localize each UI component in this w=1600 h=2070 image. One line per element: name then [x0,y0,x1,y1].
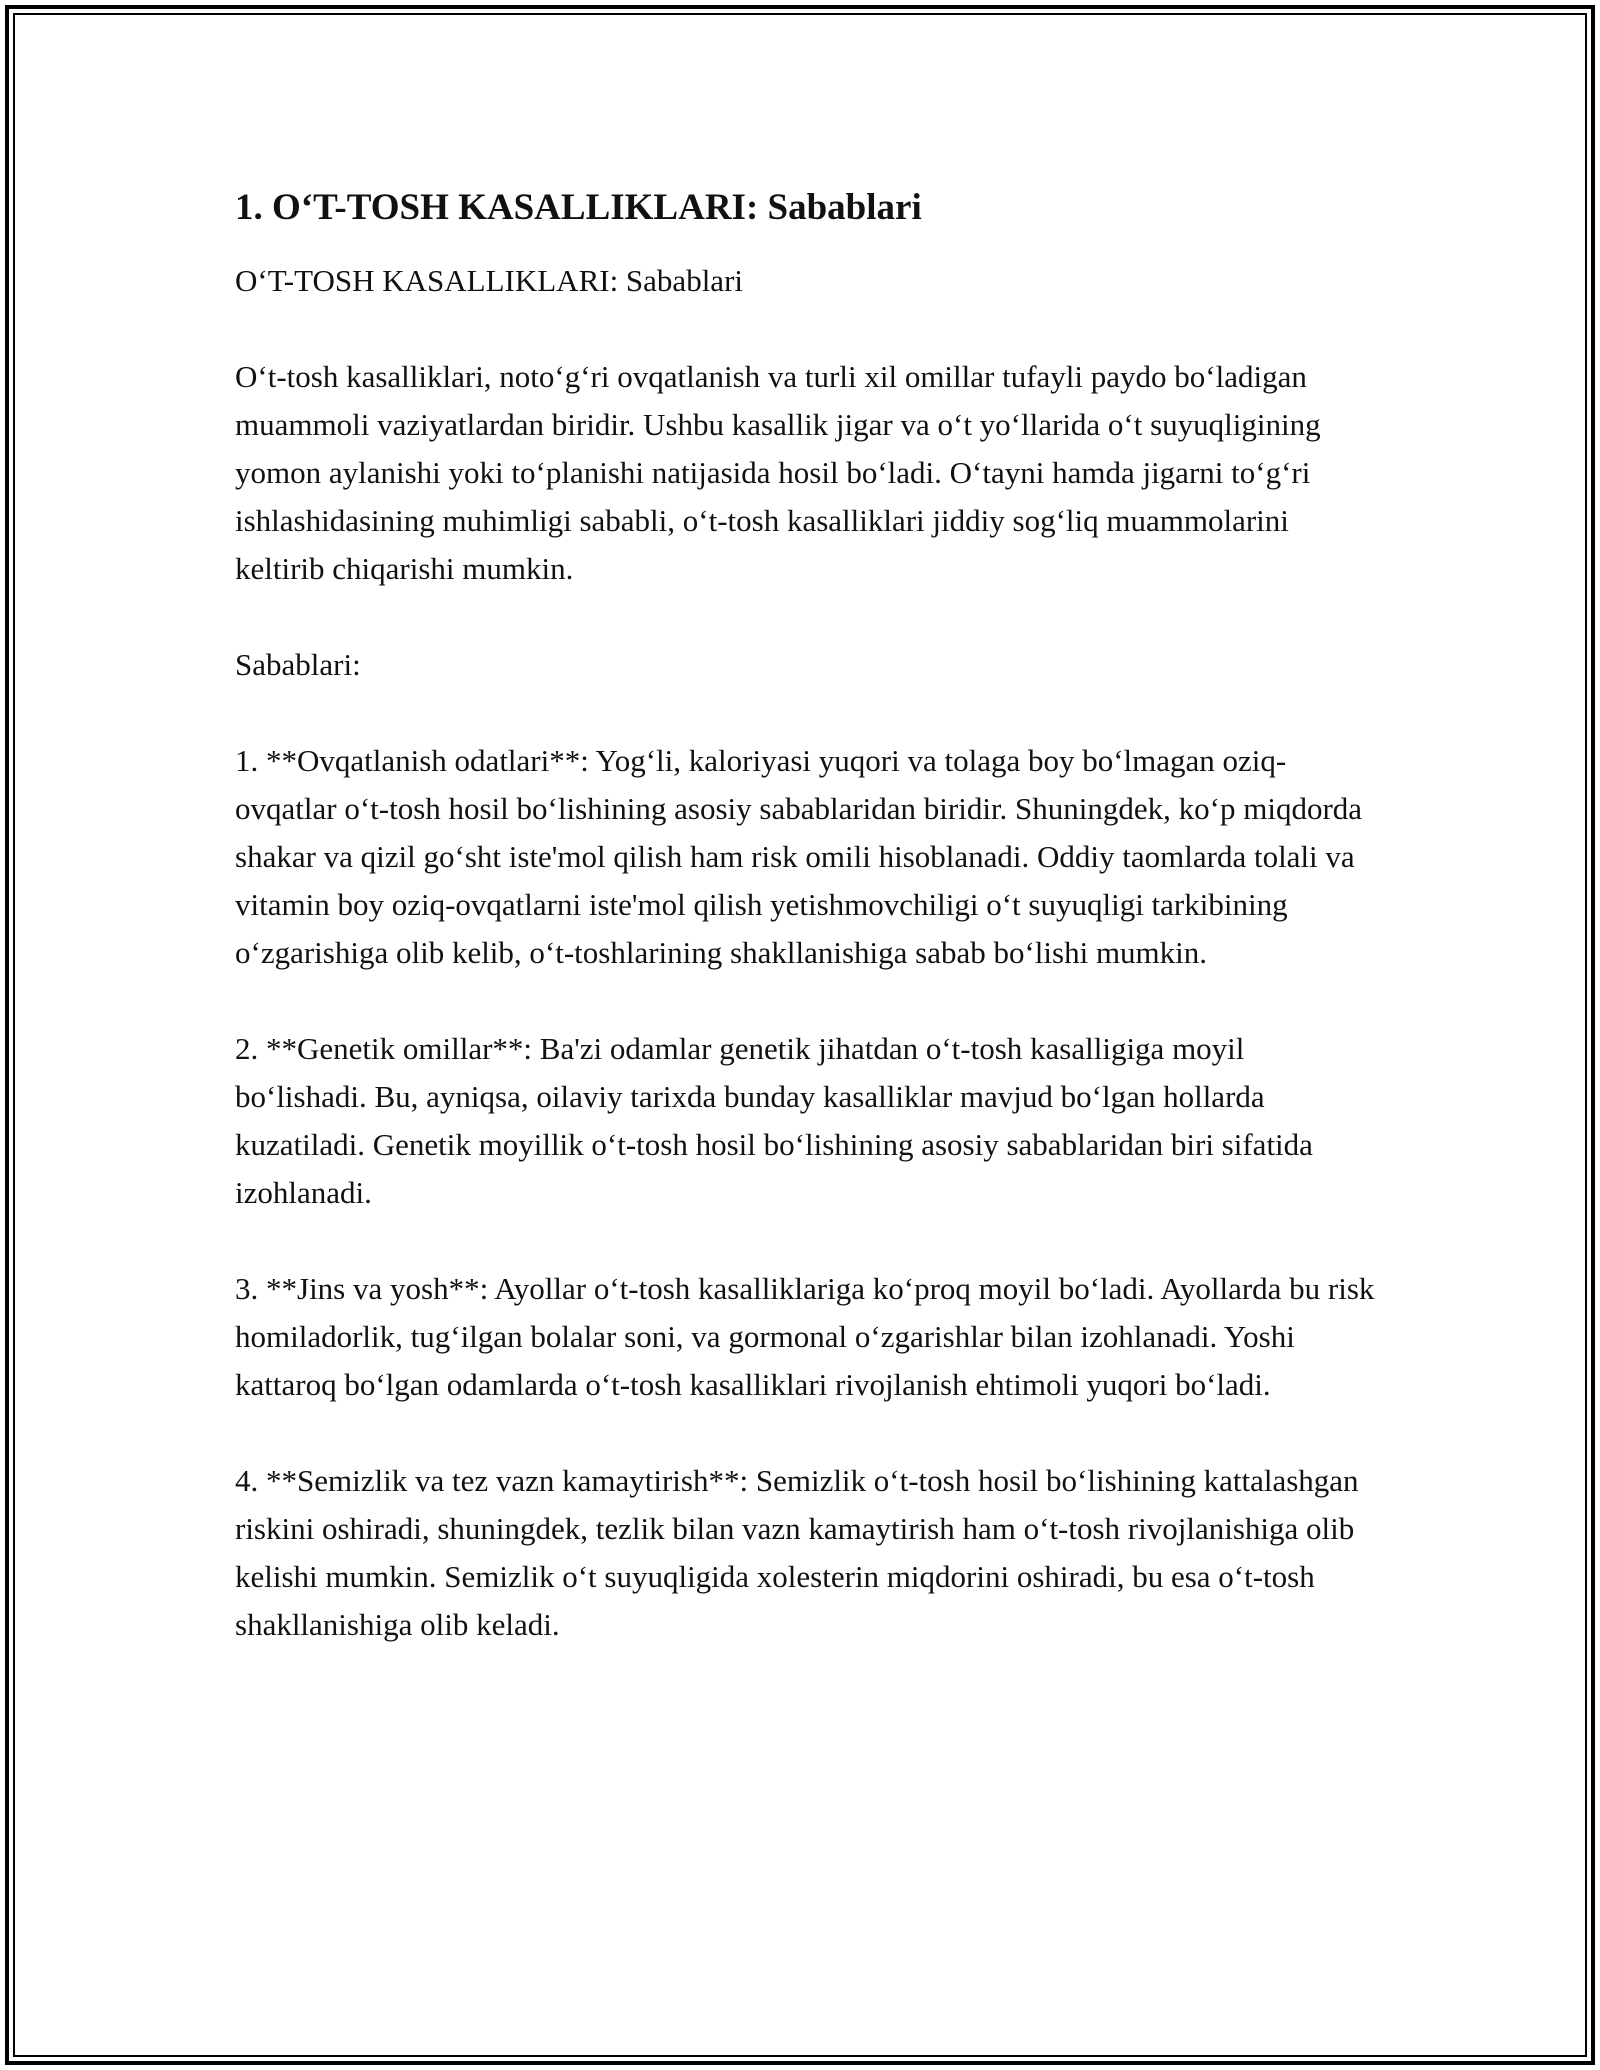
list-item: 2. **Genetik omillar**: Ba'zi odamlar genetik jihatdan o‘t-tosh kasalligiga moyil bo‘lishadi. Bu, ayniqsa, oilaviy tarixda bunday kasalliklar mavjud bo‘lgan hollarda kuzatiladi. Genetik moyillik o‘t-tosh hosil bo‘lishining asosiy sabablaridan biri sifatida izohlanadi. [235,1031,1313,1210]
document-body [235,185,1375,1697]
list-item: 1. **Ovqatlanish odatlari**: Yog‘li, kaloriyasi yuqori va tolaga boy bo‘lmagan oziq-ovqatlar o‘t-tosh hosil bo‘lishining asosiy sabablaridan biridir. Shuningdek, ko‘p miqdorda shakar va qizil go‘sht iste'mol qilish ham risk omili hisoblanadi. Oddiy taomlarda tolali va vitamin boy oziq-ovqatlarni iste'mol qilish yetishmovchiligi o‘t suyuqligi tarkibining o‘zgarishiga olib kelib, o‘t-toshlarining shakllanishiga sabab bo‘lishi mumkin. [235,743,1363,970]
section-label: Sabablari: [235,647,361,682]
document-subheading: O‘T-TOSH KASALLIKLARI: Sabablari [235,263,744,298]
list-item: 4. **Semizlik va tez vazn kamaytirish**: Semizlik o‘t-tosh hosil bo‘lishining kattalashgan riskini oshiradi, shuningdek, tezlik bilan vazn kamaytirish ham o‘t-tosh rivojlanishiga olib kelishi mumkin. Semizlik o‘t suyuqligida xolesterin miqdorini oshiradi, bu esa o‘t-tosh shakllanishiga olib keladi. [235,1463,1359,1642]
intro-paragraph: O‘t-tosh kasalliklari, noto‘g‘ri ovqatlanish va turli xil omillar tufayli paydo bo‘ladigan muammoli vaziyatlardan biridir. Ushbu kasallik jigar va o‘t yo‘llarida o‘t suyuqligining yomon aylanishi yoki to‘planishi natijasida hosil bo‘ladi. O‘tayni hamda jigarni to‘g‘ri ishlashidasining muhimligi sababli, o‘t-tosh kasalliklari jiddiy sog‘liq muammolarini keltirib chiqarishi mumkin. [235,359,1321,586]
document-heading: 1. O‘T-TOSH KASALLIKLARI: Sabablari [235,187,922,228]
list-item: 3. **Jins va yosh**: Ayollar o‘t-tosh kasalliklariga ko‘proq moyil bo‘ladi. Ayollarda bu risk homiladorlik, tug‘ilgan bolalar soni, va gormonal o‘zgarishlar bilan izohlanadi. Yoshi kattaroq bo‘lgan odamlarda o‘t-tosh kasalliklari rivojlanish ehtimoli yuqori bo‘ladi. [235,1271,1375,1402]
